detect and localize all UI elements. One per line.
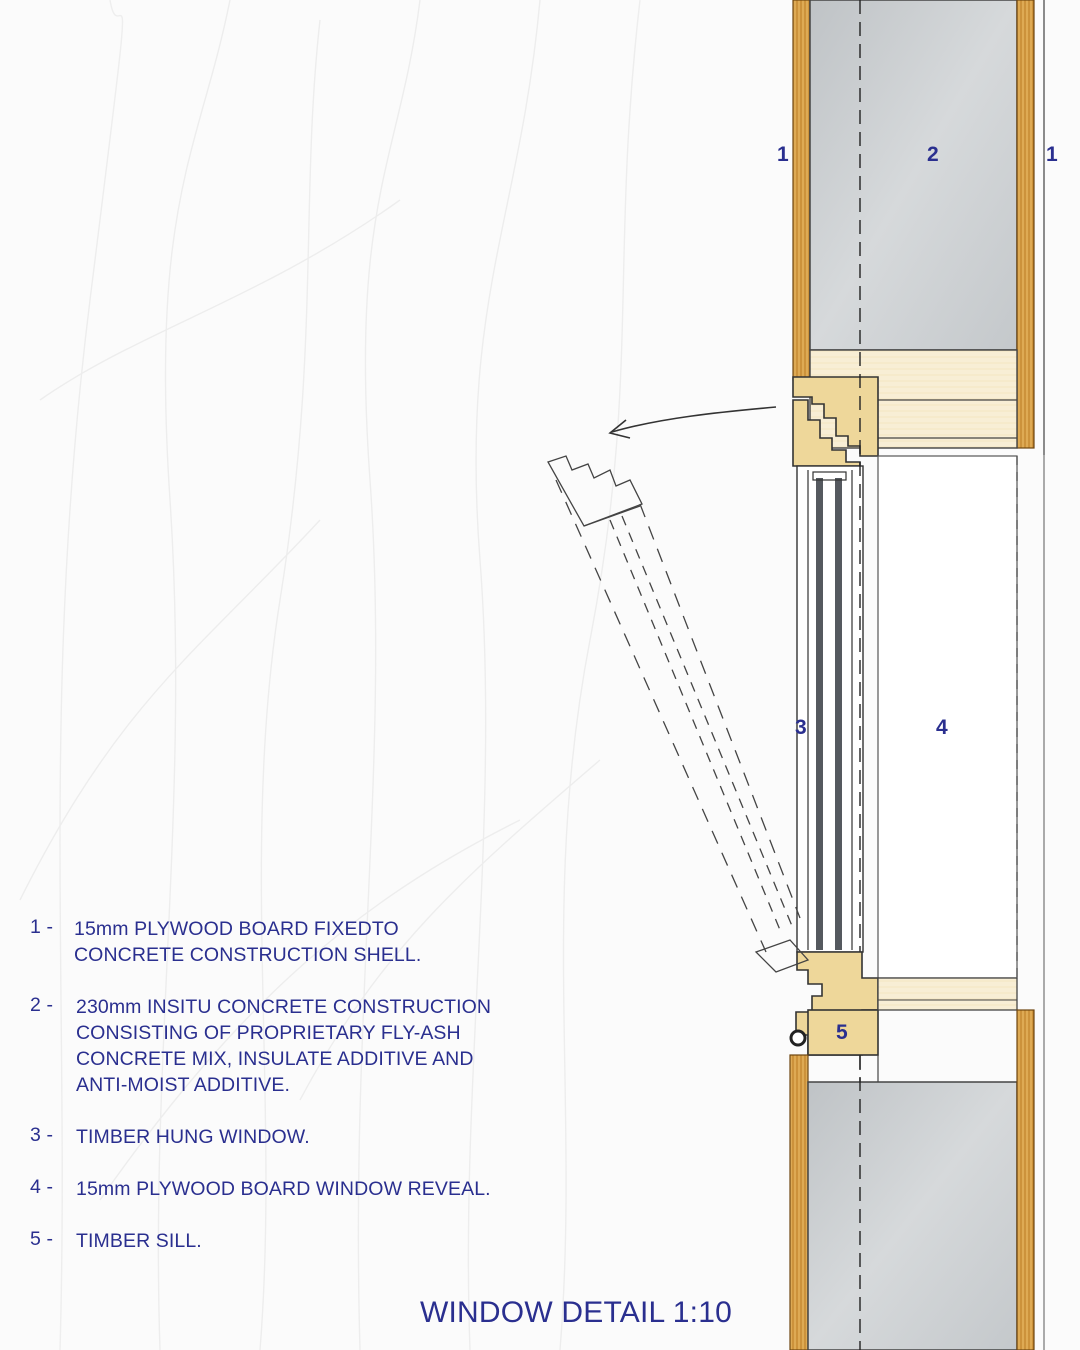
label-2: 2 — [927, 143, 939, 166]
legend-number: 5 - — [30, 1228, 54, 1250]
label-1-right: 1 — [1046, 143, 1058, 166]
lower-plywood-right — [1017, 1010, 1034, 1350]
legend-number: 3 - — [30, 1124, 54, 1146]
legend-text: TIMBER HUNG WINDOW. — [76, 1126, 310, 1148]
glass-pane-outer — [816, 478, 823, 950]
legend-item — [30, 916, 570, 968]
legend-item — [30, 1228, 570, 1254]
legend-number: 1 - — [30, 916, 54, 938]
glass-pane-inner — [835, 478, 842, 950]
label-3: 3 — [795, 716, 807, 739]
legend-text: 230mm INSITU CONCRETE CONSTRUCTION CONSISTING OF PROPRIETARY FLY-ASH CONCRETE MIX, INSULATE ADDITIVE AND ANTI-MOIST ADDITIVE. — [76, 996, 492, 1096]
legend — [30, 916, 570, 1280]
label-4: 4 — [936, 716, 948, 739]
legend-item — [30, 1176, 570, 1202]
upper-concrete — [810, 0, 1017, 350]
legend-item — [30, 994, 570, 1098]
legend-text: TIMBER SILL. — [76, 1230, 202, 1252]
upper-plywood-left — [793, 0, 810, 380]
window-sash — [797, 466, 863, 952]
lower-plywood-left — [790, 1055, 808, 1350]
legend-item — [30, 1124, 570, 1150]
legend-text: 15mm PLYWOOD BOARD WINDOW REVEAL. — [76, 1178, 491, 1200]
label-1-left: 1 — [777, 143, 789, 166]
drip-seal — [791, 1031, 805, 1045]
drawing-title: WINDOW DETAIL 1:10 — [420, 1296, 732, 1329]
legend-number: 2 - — [30, 994, 54, 1016]
label-5: 5 — [836, 1021, 848, 1044]
legend-text: 15mm PLYWOOD BOARD FIXEDTO CONCRETE CONSTRUCTION SHELL. — [74, 918, 422, 966]
sill-reveal — [878, 978, 1017, 1010]
upper-plywood-right — [1017, 0, 1034, 448]
swing-arrow — [612, 407, 776, 432]
legend-number: 4 - — [30, 1176, 54, 1198]
open-sash-ghost — [548, 456, 808, 972]
lower-concrete — [808, 1082, 1017, 1350]
